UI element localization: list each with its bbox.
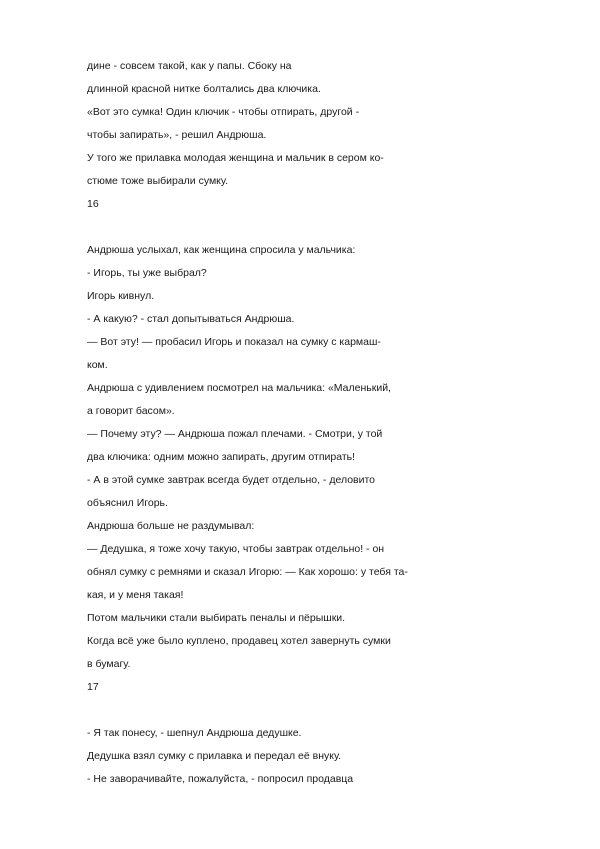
text-line: обнял сумку с ремнями и сказал Игорю: — Как хорошо: у тебя та- <box>87 566 408 578</box>
text-line: чтобы запирать», - решил Андрюша. <box>87 129 267 141</box>
page-number: 16 <box>87 198 99 210</box>
text-line: - Игорь, ты уже выбрал? <box>87 267 207 279</box>
text-line: длинной красной нитке болтались два ключика. <box>87 83 321 95</box>
text-line: «Вот это сумка! Один ключик - чтобы отпирать, другой - <box>87 106 360 118</box>
text-line: Когда всё уже было куплено, продавец хотел завернуть сумки <box>87 635 391 647</box>
text-line: Андрюша с удивлением посмотрел на мальчика: «Маленький, <box>87 382 391 394</box>
text-line: в бумагу. <box>87 658 131 670</box>
text-line: Андрюша услыхал, как женщина спросила у мальчика: <box>87 244 356 256</box>
text-line: объяснил Игорь. <box>87 497 168 509</box>
text-line: Игорь кивнул. <box>87 290 155 302</box>
text-line: Потом мальчики стали выбирать пеналы и пёрышки. <box>87 612 346 624</box>
text-line: ком. <box>87 359 108 371</box>
text-line: Дедушка взял сумку с прилавка и передал её внуку. <box>87 750 342 762</box>
text-line: — Почему эту? — Андрюша пожал плечами. - Смотри, у той <box>87 428 383 440</box>
text-line: - Я так понесу, - шепнул Андрюша дедушке. <box>87 727 302 739</box>
text-line: Андрюша больше не раздумывал: <box>87 520 255 532</box>
text-line: - Не заворачивайте, пожалуйста, - попросил продавца <box>87 773 354 785</box>
text-line: кая, и у меня такая! <box>87 589 184 601</box>
text-line: — Вот эту! — пробасил Игорь и показал на сумку с кармаш- <box>87 336 381 348</box>
text-line: дине - совсем такой, как у папы. Сбоку на <box>87 60 292 72</box>
text-line: — Дедушка, я тоже хочу такую, чтобы завтрак отдельно! - он <box>87 543 385 555</box>
text-line: стюме тоже выбирали сумку. <box>87 175 229 187</box>
text-line: а говорит басом». <box>87 405 175 417</box>
text-line: У того же прилавка молодая женщина и мальчик в сером ко- <box>87 152 384 164</box>
text-line: - А в этой сумке завтрак всегда будет отдельно, - деловито <box>87 474 376 486</box>
page-number: 17 <box>87 681 99 693</box>
text-line: два ключика: одним можно запирать, другим отпирать! <box>87 451 356 463</box>
text-line: - А какую? - стал допытываться Андрюша. <box>87 313 295 325</box>
